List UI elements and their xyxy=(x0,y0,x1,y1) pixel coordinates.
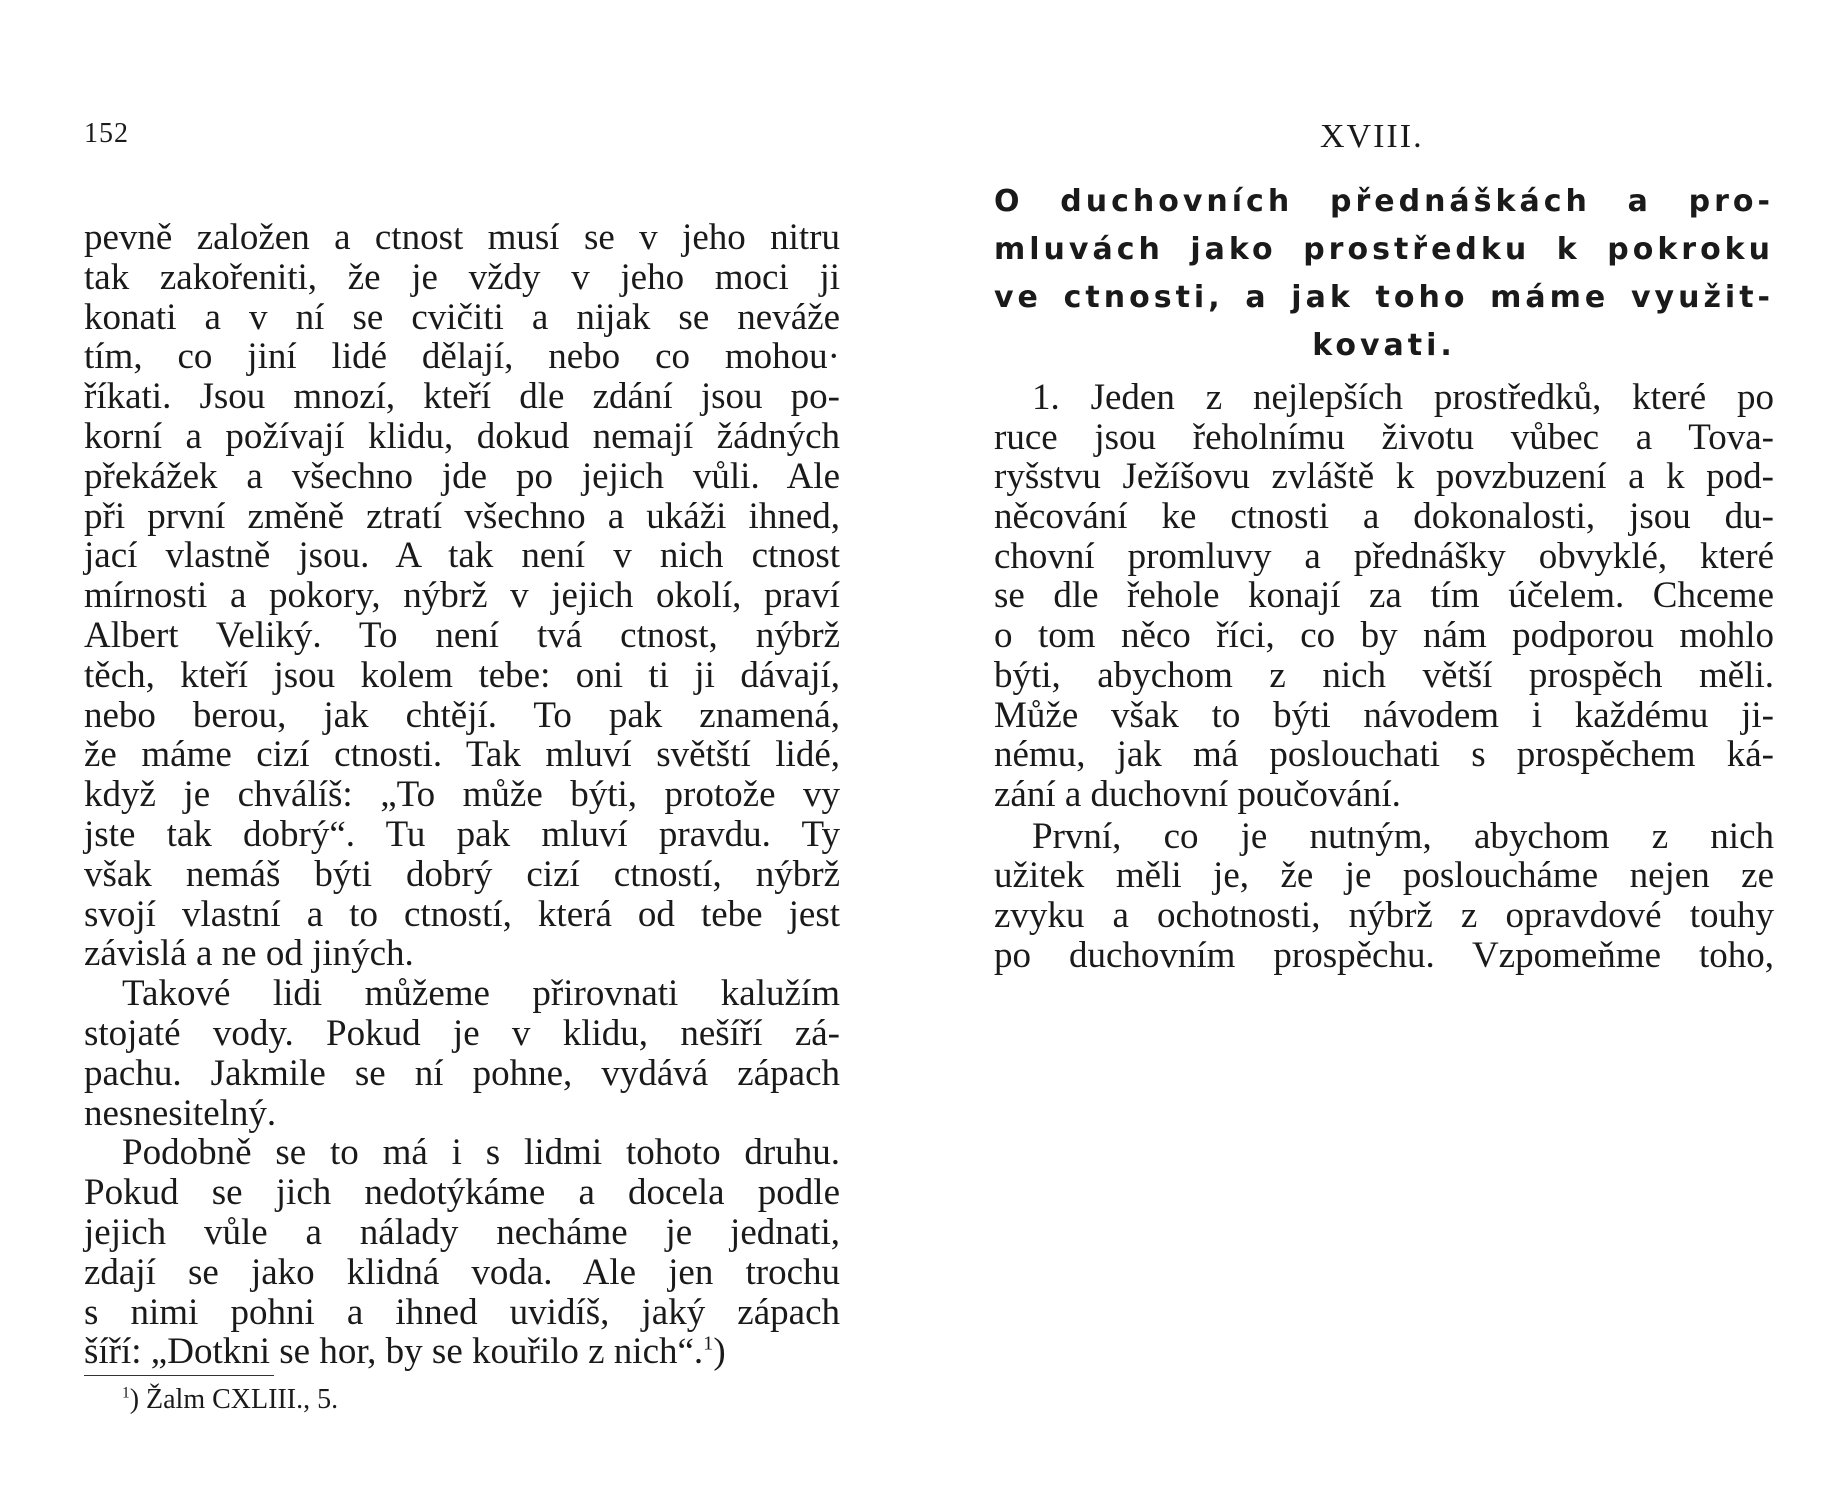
chapter-heading xyxy=(994,178,1774,370)
heading-line: mluvách jako prostředku k pokroku xyxy=(994,232,1774,267)
text-line: tím, co jiní lidé dělají, nebo co mohou· xyxy=(84,336,840,378)
footnote-reference: 1 xyxy=(703,1332,714,1355)
footnote-text: ) Žalm CXLIII., 5. xyxy=(129,1384,339,1415)
right-page-text xyxy=(994,378,1774,975)
footnote-divider xyxy=(84,1375,274,1376)
text-line: ruce jsou řeholnímu životu vůbec a Tova- xyxy=(994,416,1774,458)
text-line: překážek a všechno jde po jejich vůli. Ale xyxy=(84,455,840,497)
text-line: Takové lidi můžeme přirovnati kalužím xyxy=(122,973,840,1015)
text-line: korní a požívají klidu, dokud nemají žádných xyxy=(84,415,840,457)
footnote-reference-close: ) xyxy=(713,1331,726,1373)
text-line: Může však to býti návodem i každému ji- xyxy=(994,694,1774,736)
text-line: říkati. Jsou mnozí, kteří dle zdání jsou po- xyxy=(84,376,840,418)
page-number: 152 xyxy=(84,118,129,149)
text-line: Pokud se jich nedotýkáme a docela podle xyxy=(84,1172,840,1214)
text-line: zvyku a ochotnosti, nýbrž z opravdové touhy xyxy=(994,894,1774,936)
text-line: mírnosti a pokory, nýbrž v jejich okolí, praví xyxy=(84,575,840,617)
heading-line: ve ctnosti, a jak toho máme využit- xyxy=(994,280,1774,315)
heading-line: O duchovních přednáškách a pro- xyxy=(994,184,1774,219)
text-line: jejich vůle a nálady necháme je jednati, xyxy=(84,1211,840,1253)
text-line: však nemáš býti dobrý cizí ctností, nýbrž xyxy=(84,853,840,895)
right-page xyxy=(960,0,1824,1500)
text-line: jací vlastně jsou. A tak není v nich ctnost xyxy=(84,535,840,577)
text-line: ryšstvu Ježíšovu zvláště k povzbuzení a k pod- xyxy=(994,456,1774,498)
text-line: pachu. Jakmile se ní pohne, vydává zápach xyxy=(84,1052,840,1094)
text-line: něcování ke ctnosti a dokonalosti, jsou du- xyxy=(994,496,1774,538)
chapter-number: XVIII. xyxy=(1320,118,1424,155)
text-line: svojí vlastní a to ctností, která od tebe jest xyxy=(84,893,840,935)
text-line: závislá a ne od jiných. xyxy=(84,933,414,975)
text-line: nebo berou, jak chtějí. To pak znamená, xyxy=(84,694,840,736)
text-line: chovní promluvy a přednášky obvyklé, které xyxy=(994,535,1774,577)
text-line: nesnesitelný. xyxy=(84,1092,277,1134)
left-page xyxy=(0,0,900,1500)
text-line: 1. Jeden z nejlepších prostředků, které po xyxy=(1032,377,1774,418)
text-line: při první změně ztratí všechno a ukáži ihned, xyxy=(84,495,840,537)
text-line: První, co je nutným, abychom z nich xyxy=(1032,815,1774,857)
text-line: zdají se jako klidná voda. Ale jen trochu xyxy=(84,1251,840,1293)
text-line: stojaté vody. Pokud je v klidu, nešíří zá- xyxy=(84,1012,840,1054)
text-line: pevně založen a ctnost musí se v jeho nitru xyxy=(84,217,840,258)
text-line: jste tak dobrý“. Tu pak mluví pravdu. Ty xyxy=(84,813,840,855)
text-line: zání a duchovní poučování. xyxy=(994,773,1401,815)
text-line: Podobně se to má i s lidmi tohoto druhu. xyxy=(122,1132,840,1174)
text-line: nému, jak má poslouchati s prospěchem ká- xyxy=(994,734,1774,776)
text-line: se dle řehole konají za tím účelem. Chceme xyxy=(994,575,1774,617)
left-page-text xyxy=(84,218,840,1372)
text-line: tak zakořeniti, že je vždy v jeho moci ji xyxy=(84,256,840,298)
text-line-with-footnote xyxy=(84,1332,840,1372)
text-line: po duchovním prospěchu. Vzpomeňme toho, xyxy=(994,934,1774,976)
footnote-marker: 1 xyxy=(122,1384,130,1402)
text-line: užitek měli je, že je posloucháme nejen ze xyxy=(994,855,1774,897)
text-line: býti, abychom z nich větší prospěch měli. xyxy=(994,654,1774,696)
text-line: Albert Veliký. To není tvá ctnost, nýbrž xyxy=(84,614,840,656)
text-line: o tom něco říci, co by nám podporou mohlo xyxy=(994,615,1774,657)
heading-line: kovati. xyxy=(1312,328,1456,363)
text-line: když je chválíš: „To může býti, protože vy xyxy=(84,774,840,816)
text-line-content: šíří: „Dotkni se hor, by se kouřilo z nich“. xyxy=(84,1331,704,1373)
text-line: konati a v ní se cvičiti a nijak se neváže xyxy=(84,296,840,338)
footnote xyxy=(122,1384,338,1416)
text-line: těch, kteří jsou kolem tebe: oni ti ji dávají, xyxy=(84,654,840,696)
text-line: s nimi pohni a ihned uvidíš, jaký zápach xyxy=(84,1291,840,1333)
text-line: že máme cizí ctnosti. Tak mluví světští lidé, xyxy=(84,734,840,776)
